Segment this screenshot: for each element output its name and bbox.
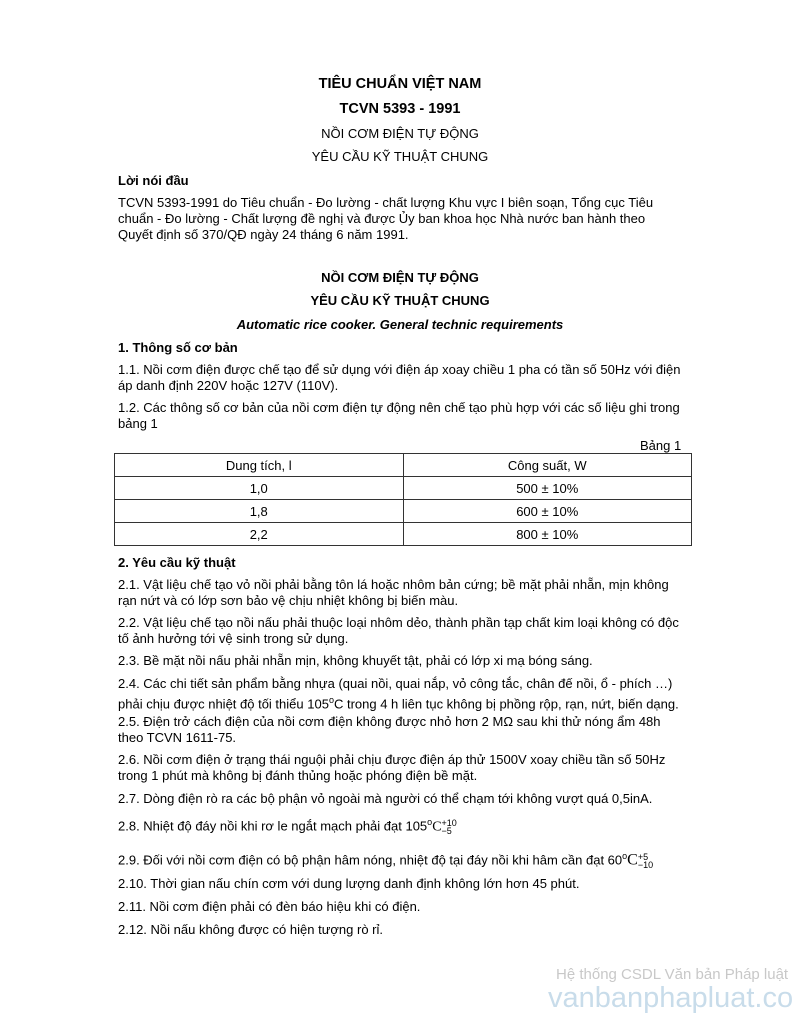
tolerance-lower: −5 [441, 825, 452, 836]
clause-2-9 [118, 848, 688, 869]
doc-title-english: Automatic rice cooker. General technic requirements [236, 317, 564, 332]
table-cell: 1,0 [115, 477, 404, 500]
table-row [115, 500, 692, 523]
clause-line: 1.1. Nồi cơm điện được chế tạo để sử dụng với điện áp xoay chiều 1 pha có tần số 50Hz với điện [118, 362, 681, 377]
clause-line: áp danh định 220V hoặc 127V (110V). [118, 378, 339, 393]
clause-line: bảng 1 [118, 416, 158, 431]
foreword-line: chuẩn - Đo lường - Chất lượng đề nghị và được Ủy ban khoa học Nhà nước ban hành theo [118, 211, 646, 226]
tolerance-lower: −10 [637, 859, 654, 870]
clause-2-6 [118, 752, 688, 784]
clause-line: theo TCVN 1611-75. [118, 730, 237, 745]
watermark-line-1: Hệ thống CSDL Văn bản Pháp luật [556, 966, 789, 983]
table-cell: 600 ± 10% [403, 500, 692, 523]
tolerance-fraction [442, 819, 457, 835]
table-1 [114, 453, 692, 546]
watermark-site: vanbanphapluat.co [548, 982, 794, 1014]
foreword-paragraph [118, 195, 688, 243]
table-cell: 1,8 [115, 500, 404, 523]
clause-2-3: 2.3. Bề mặt nồi nấu phải nhẵn mịn, không khuyết tật, phải có lớp xi mạ bóng sáng. [118, 653, 593, 668]
clause-2-8 [118, 814, 688, 835]
table-cell: 500 ± 10% [403, 477, 692, 500]
clause-text: phải chịu được nhiệt độ tối thiểu 105 [118, 696, 329, 712]
table-cell: 800 ± 10% [403, 523, 692, 546]
standard-code: TCVN 5393 - 1991 [339, 101, 461, 117]
clause-1-1 [118, 362, 688, 394]
table-header-cell: Công suất, W [403, 454, 692, 477]
tolerance-fraction [638, 853, 653, 869]
tolerance-upper: +5 [637, 851, 649, 862]
section-2-heading: 2. Yêu cầu kỹ thuật [118, 555, 236, 570]
doc-title-1: NỒI CƠM ĐIỆN TỰ ĐỘNG [321, 270, 479, 285]
clause-line: 2.6. Nồi cơm điện ở trạng thái nguội phải chịu được điện áp thử 1500V xoay chiều tần số 50Hz [118, 752, 666, 767]
table-header-row [115, 454, 692, 477]
table-caption: Bảng 1 [640, 438, 682, 453]
clause-line: 1.2. Các thông số cơ bản của nồi cơm điện tự động nên chế tạo phù hợp với các số liệu ghi trong [118, 400, 680, 415]
clause-2-7: 2.7. Dòng điện rò ra các bộ phận vỏ ngoài mà người có thể chạm tới không vượt quá 0,5inA. [118, 791, 653, 806]
clause-line: tố ảnh hưởng tới vệ sinh trong sử dụng. [118, 631, 349, 646]
section-1-heading: 1. Thông số cơ bản [118, 340, 238, 355]
table-row [115, 477, 692, 500]
celsius-symbol: C [432, 819, 442, 835]
clause-line: 2.2. Vật liệu chế tạo nồi nấu phải thuộc loại nhôm dẻo, thành phần tạp chất kim loại không có độc [118, 615, 679, 630]
standard-title: TIÊU CHUẨN VIỆT NAM [318, 76, 482, 92]
clause-line: 2.4. Các chi tiết sản phẩm bằng nhựa (quai nồi, quai nắp, vỏ công tắc, chân đế nồi, ổ - phích …) [118, 676, 673, 691]
standard-subtitle-1: NỒI CƠM ĐIỆN TỰ ĐỘNG [321, 126, 479, 141]
table-cell: 2,2 [115, 523, 404, 546]
clause-1-2 [118, 400, 688, 432]
clause-line: 2.1. Vật liệu chế tạo vỏ nồi phải bằng tôn lá hoặc nhôm bản cứng; bề mặt phải nhẵn, mịn không [118, 577, 669, 592]
clause-line: rạn nứt và có lớp sơn bảo vệ chịu nhiệt không bị biến màu. [118, 593, 459, 608]
clause-2-11: 2.11. Nồi cơm điện phải có đèn báo hiệu khi có điện. [118, 899, 421, 914]
foreword-heading: Lời nói đầu [118, 173, 189, 188]
clause-2-2 [118, 615, 688, 647]
clause-2-4 [118, 676, 688, 712]
foreword-line: Quyết định số 370/QĐ ngày 24 tháng 6 năm 1991. [118, 227, 409, 242]
table-row [115, 523, 692, 546]
foreword-line: TCVN 5393-1991 do Tiêu chuẩn - Đo lường - chất lượng Khu vực I biên soạn, Tổng cục Tiêu [118, 195, 654, 210]
degree-mark: o [622, 851, 628, 861]
clause-line: trong 1 phút mà không bị đánh thủng hoặc phóng điện bề mặt. [118, 768, 478, 783]
celsius-symbol: C [627, 851, 638, 869]
degree-mark: o [427, 817, 433, 827]
clause-line [118, 692, 688, 712]
clause-text: 2.8. Nhiệt độ đáy nồi khi rơ le ngắt mạch phải đạt 105 [118, 818, 428, 834]
clause-2-10: 2.10. Thời gian nấu chín cơm với dung lượng danh định không lớn hơn 45 phút. [118, 876, 580, 891]
doc-title-2: YÊU CẦU KỸ THUẬT CHUNG [310, 293, 490, 308]
degree-mark: o [328, 695, 334, 705]
clause-2-5 [118, 714, 688, 746]
clause-line: 2.5. Điện trở cách điện của nồi cơm điện không được nhỏ hơn 2 MΩ sau khi thử nóng ẩm 48h [118, 714, 661, 729]
clause-text: 2.9. Đối với nồi cơm điện có bộ phận hâm nóng, nhiệt độ tại đáy nồi khi hâm cần đạt 60 [118, 852, 623, 868]
table-header-cell: Dung tích, l [115, 454, 404, 477]
clause-2-12: 2.12. Nồi nấu không được có hiện tượng rò rỉ. [118, 922, 383, 937]
clause-2-1 [118, 577, 688, 609]
tolerance-upper: +10 [441, 817, 457, 828]
clause-text: C trong 4 h liên tục không bị phồng rộp, rạn, nứt, biến dạng. [333, 696, 679, 712]
standard-subtitle-2: YÊU CẦU KỸ THUẬT CHUNG [311, 149, 489, 164]
